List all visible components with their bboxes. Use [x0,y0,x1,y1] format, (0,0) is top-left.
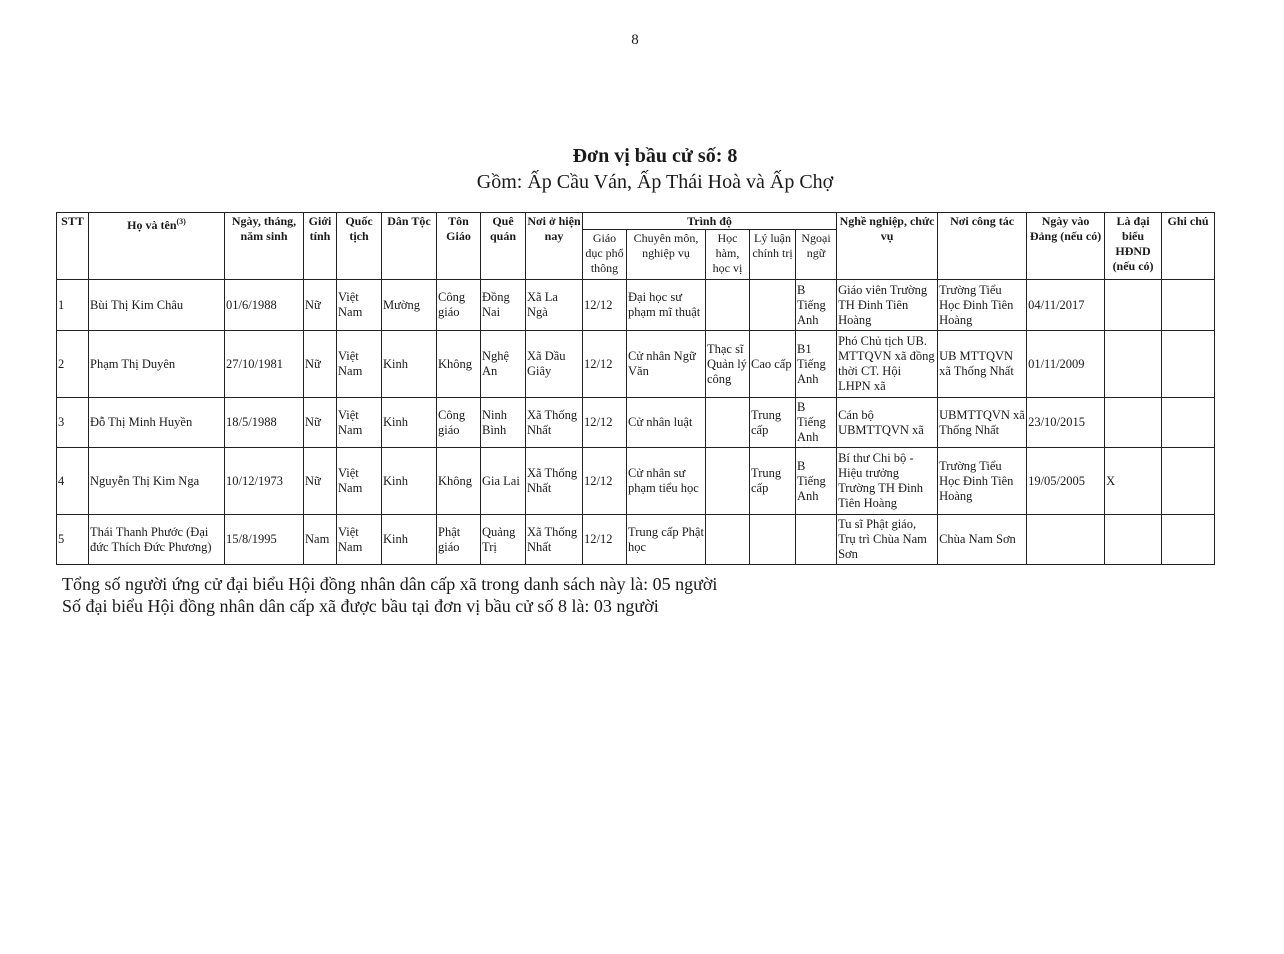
header-name [89,213,225,280]
cell-name: Bùi Thị Kim Châu [89,280,225,331]
cell-notes [1162,331,1215,398]
header-gender: Giới tính [304,213,337,280]
cell-workplace: Trường Tiểu Học Đinh Tiên Hoàng [938,448,1027,515]
cell-party-date [1027,515,1105,565]
cell-stt: 2 [57,331,89,398]
header-residence: Nơi ở hiện nay [526,213,583,280]
cell-ethnicity: Kinh [382,448,437,515]
cell-hometown: Gia Lai [481,448,526,515]
cell-workplace: Trường Tiểu Học Đinh Tiên Hoàng [938,280,1027,331]
cell-residence: Xã Thống Nhất [526,448,583,515]
cell-nationality: Việt Nam [337,331,382,398]
header-academic: Học hàm, học vị [706,230,750,280]
table-row [57,448,1215,515]
header-hometown: Quê quán [481,213,526,280]
cell-language: B Tiếng Anh [796,448,837,515]
cell-dob: 18/5/1988 [225,398,304,448]
cell-notes [1162,515,1215,565]
cell-religion: Công giáo [437,280,481,331]
header-party-date: Ngày vào Đảng (nếu có) [1027,213,1105,280]
cell-workplace: UB MTTQVN xã Thống Nhất [938,331,1027,398]
cell-occupation: Phó Chủ tịch UB. MTTQVN xã đồng thời CT. Hội LHPN xã [837,331,938,398]
cell-specialty: Cử nhân sư phạm tiểu học [627,448,706,515]
candidate-table [56,212,1215,565]
cell-name: Thái Thanh Phước (Đại đức Thích Đức Phương) [89,515,225,565]
header-occupation: Nghề nghiệp, chức vụ [837,213,938,280]
cell-nationality: Việt Nam [337,448,382,515]
cell-ethnicity: Kinh [382,398,437,448]
cell-residence: Xã Thống Nhất [526,515,583,565]
cell-residence: Xã La Ngà [526,280,583,331]
cell-academic [706,398,750,448]
cell-occupation: Tu sĩ Phật giáo, Trụ trì Chùa Nam Sơn [837,515,938,565]
cell-ethnicity: Kinh [382,515,437,565]
cell-ethnicity: Mường [382,280,437,331]
cell-is-delegate [1105,280,1162,331]
cell-political [750,280,796,331]
cell-notes [1162,448,1215,515]
header-education-group: Trình độ [583,213,837,230]
cell-ethnicity: Kinh [382,331,437,398]
page-subtitle: Gồm: Ấp Cầu Ván, Ấp Thái Hoà và Ấp Chợ [476,171,834,193]
cell-stt: 3 [57,398,89,448]
cell-party-date: 19/05/2005 [1027,448,1105,515]
cell-is-delegate: X [1105,448,1162,515]
table-row [57,331,1215,398]
header-name-label: Họ và tên [127,218,177,232]
header-name-note: (3) [176,217,186,226]
cell-nationality: Việt Nam [337,398,382,448]
table-row [57,515,1215,565]
cell-occupation: Giáo viên Trường TH Đinh Tiên Hoàng [837,280,938,331]
cell-name: Phạm Thị Duyên [89,331,225,398]
cell-stt: 1 [57,280,89,331]
header-political: Lý luận chính trị [750,230,796,280]
cell-specialty: Cử nhân Ngữ Văn [627,331,706,398]
cell-political: Trung cấp [750,448,796,515]
cell-dob: 01/6/1988 [225,280,304,331]
cell-academic [706,448,750,515]
cell-hometown: Nghệ An [481,331,526,398]
cell-name: Nguyễn Thị Kim Nga [89,448,225,515]
header-language: Ngoại ngữ [796,230,837,280]
cell-residence: Xã Thống Nhất [526,398,583,448]
cell-language: B Tiếng Anh [796,280,837,331]
cell-religion: Công giáo [437,398,481,448]
cell-hometown: Ninh Bình [481,398,526,448]
cell-hometown: Đồng Nai [481,280,526,331]
cell-political: Trung cấp [750,398,796,448]
header-is-delegate: Là đại biểu HĐND (nếu có) [1105,213,1162,280]
cell-dob: 10/12/1973 [225,448,304,515]
cell-general-edu: 12/12 [583,398,627,448]
cell-political: Cao cấp [750,331,796,398]
cell-gender: Nữ [304,331,337,398]
cell-gender: Nữ [304,398,337,448]
cell-nationality: Việt Nam [337,515,382,565]
header-notes: Ghi chú [1162,213,1215,280]
cell-general-edu: 12/12 [583,280,627,331]
header-dob: Ngày, tháng, năm sinh [225,213,304,280]
cell-party-date: 04/11/2017 [1027,280,1105,331]
cell-dob: 15/8/1995 [225,515,304,565]
cell-is-delegate [1105,398,1162,448]
cell-specialty: Trung cấp Phật học [627,515,706,565]
footer-seats: Số đại biểu Hội đồng nhân dân cấp xã được bầu tại đơn vị bầu cử số 8 là: 03 người [62,596,659,616]
cell-gender: Nam [304,515,337,565]
header-religion: Tôn Giáo [437,213,481,280]
cell-academic: Thạc sĩ Quản lý công [706,331,750,398]
cell-political [750,515,796,565]
cell-occupation: Cán bộ UBMTTQVN xã [837,398,938,448]
table-row [57,398,1215,448]
cell-notes [1162,398,1215,448]
footer-total-candidates: Tổng số người ứng cử đại biểu Hội đồng nhân dân cấp xã trong danh sách này là: 05 người [62,574,718,594]
cell-dob: 27/10/1981 [225,331,304,398]
header-general-edu: Giáo dục phổ thông [583,230,627,280]
header-stt: STT [57,213,89,280]
cell-stt: 5 [57,515,89,565]
page-title: Đơn vị bầu cử số: 8 [572,145,738,167]
cell-general-edu: 12/12 [583,515,627,565]
cell-stt: 4 [57,448,89,515]
header-specialty: Chuyên môn, nghiệp vụ [627,230,706,280]
cell-gender: Nữ [304,280,337,331]
table-row [57,280,1215,331]
header-ethnicity: Dân Tộc [382,213,437,280]
page-number: 8 [631,32,639,48]
cell-language: B Tiếng Anh [796,398,837,448]
cell-nationality: Việt Nam [337,280,382,331]
cell-language: B1 Tiếng Anh [796,331,837,398]
cell-specialty: Cử nhân luật [627,398,706,448]
cell-is-delegate [1105,515,1162,565]
cell-specialty: Đại học sư phạm mĩ thuật [627,280,706,331]
header-workplace: Nơi công tác [938,213,1027,280]
cell-language [796,515,837,565]
cell-academic [706,280,750,331]
footer-summary [62,573,717,617]
header-nationality: Quốc tịch [337,213,382,280]
cell-religion: Không [437,331,481,398]
cell-residence: Xã Dầu Giây [526,331,583,398]
cell-party-date: 23/10/2015 [1027,398,1105,448]
cell-hometown: Quảng Trị [481,515,526,565]
cell-religion: Phật giáo [437,515,481,565]
cell-gender: Nữ [304,448,337,515]
cell-workplace: UBMTTQVN xã Thống Nhất [938,398,1027,448]
cell-name: Đỗ Thị Minh Huyền [89,398,225,448]
cell-general-edu: 12/12 [583,331,627,398]
cell-occupation: Bí thư Chi bộ - Hiệu trưởng Trường TH Đinh Tiên Hoàng [837,448,938,515]
cell-general-edu: 12/12 [583,448,627,515]
cell-academic [706,515,750,565]
cell-religion: Không [437,448,481,515]
cell-notes [1162,280,1215,331]
cell-workplace: Chùa Nam Sơn [938,515,1027,565]
cell-party-date: 01/11/2009 [1027,331,1105,398]
cell-is-delegate [1105,331,1162,398]
